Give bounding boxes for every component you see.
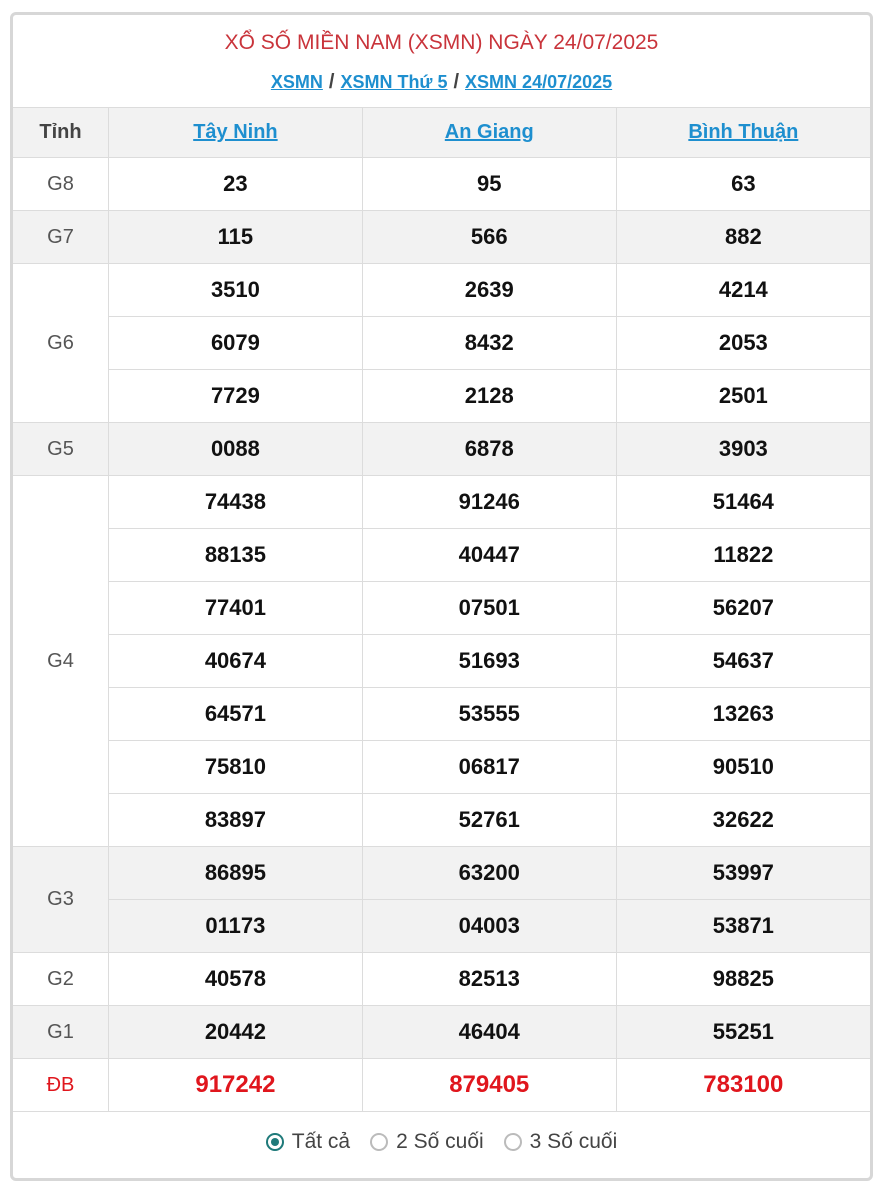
- prize-label: G7: [13, 211, 109, 264]
- result-number: 8432: [362, 317, 616, 370]
- result-number: 55251: [616, 1006, 870, 1059]
- result-number: 23: [109, 158, 363, 211]
- table-row: [13, 635, 870, 688]
- prize-label: G4: [13, 476, 109, 847]
- table-row: [13, 794, 870, 847]
- result-number: 40674: [109, 635, 363, 688]
- result-number: 52761: [362, 794, 616, 847]
- table-row: [13, 900, 870, 953]
- result-number: 63200: [362, 847, 616, 900]
- result-number: 115: [109, 211, 363, 264]
- prize-column-header: Tỉnh: [13, 108, 109, 158]
- result-number: 2639: [362, 264, 616, 317]
- breadcrumb-separator: /: [328, 71, 335, 93]
- filter-option-last-2[interactable]: [370, 1130, 484, 1154]
- table-row: [13, 423, 870, 476]
- result-number: 63: [616, 158, 870, 211]
- result-number: 01173: [109, 900, 363, 953]
- result-number: 3510: [109, 264, 363, 317]
- prize-label: G5: [13, 423, 109, 476]
- table-row: [13, 317, 870, 370]
- breadcrumb: [13, 67, 870, 107]
- filter-option-all[interactable]: [266, 1130, 350, 1154]
- result-number: 7729: [109, 370, 363, 423]
- filter-label: 3 Số cuối: [529, 1130, 618, 1153]
- result-number: 783100: [616, 1059, 870, 1112]
- province-header: [109, 108, 363, 158]
- province-header: [616, 108, 870, 158]
- breadcrumb-link-xsmn-thu5[interactable]: XSMN Thứ 5: [340, 72, 448, 92]
- prize-label: G3: [13, 847, 109, 953]
- result-number: 74438: [109, 476, 363, 529]
- table-row: [13, 211, 870, 264]
- result-number: 88135: [109, 529, 363, 582]
- result-number: 95: [362, 158, 616, 211]
- province-link-tay-ninh[interactable]: Tây Ninh: [193, 121, 278, 143]
- result-number: 2501: [616, 370, 870, 423]
- result-number: 54637: [616, 635, 870, 688]
- filter-option-last-3[interactable]: [504, 1130, 618, 1154]
- result-number: 11822: [616, 529, 870, 582]
- table-row: [13, 264, 870, 317]
- result-number: 75810: [109, 741, 363, 794]
- table-row: [13, 370, 870, 423]
- result-number: 53555: [362, 688, 616, 741]
- result-number: 82513: [362, 953, 616, 1006]
- table-row: [13, 1059, 870, 1112]
- prize-label: G8: [13, 158, 109, 211]
- result-number: 2128: [362, 370, 616, 423]
- table-row: [13, 1006, 870, 1059]
- result-number: 51693: [362, 635, 616, 688]
- result-number: 20442: [109, 1006, 363, 1059]
- radio-icon[interactable]: [504, 1133, 522, 1151]
- result-number: 40447: [362, 529, 616, 582]
- result-number: 46404: [362, 1006, 616, 1059]
- filter-label: Tất cả: [291, 1130, 351, 1153]
- result-number: 6079: [109, 317, 363, 370]
- province-header: [362, 108, 616, 158]
- prize-label: G2: [13, 953, 109, 1006]
- result-number: 83897: [109, 794, 363, 847]
- result-number: 6878: [362, 423, 616, 476]
- prize-label: ĐB: [13, 1059, 109, 1112]
- result-number: 2053: [616, 317, 870, 370]
- table-header-row: [13, 108, 870, 158]
- result-number: 56207: [616, 582, 870, 635]
- result-number: 882: [616, 211, 870, 264]
- result-number: 91246: [362, 476, 616, 529]
- radio-selected-icon[interactable]: [266, 1133, 284, 1151]
- result-number: 07501: [362, 582, 616, 635]
- result-number: 77401: [109, 582, 363, 635]
- province-link-an-giang[interactable]: An Giang: [444, 121, 534, 143]
- result-number: 04003: [362, 900, 616, 953]
- prize-label: G1: [13, 1006, 109, 1059]
- result-number: 90510: [616, 741, 870, 794]
- result-number: 3903: [616, 423, 870, 476]
- result-number: 98825: [616, 953, 870, 1006]
- results-table: [13, 107, 870, 1112]
- result-number: 86895: [109, 847, 363, 900]
- table-row: [13, 582, 870, 635]
- result-number: 40578: [109, 953, 363, 1006]
- result-number: 06817: [362, 741, 616, 794]
- filter-label: 2 Số cuối: [396, 1130, 484, 1153]
- table-row: [13, 847, 870, 900]
- result-number: 566: [362, 211, 616, 264]
- digit-filter: [13, 1112, 870, 1172]
- results-card: [10, 12, 873, 1181]
- result-number: 32622: [616, 794, 870, 847]
- result-number: 4214: [616, 264, 870, 317]
- result-number: 64571: [109, 688, 363, 741]
- radio-icon[interactable]: [370, 1133, 388, 1151]
- table-row: [13, 529, 870, 582]
- table-row: [13, 741, 870, 794]
- result-number: 917242: [109, 1059, 363, 1112]
- result-number: 0088: [109, 423, 363, 476]
- page-title: XỔ SỐ MIỀN NAM (XSMN) NGÀY 24/07/2025: [224, 31, 659, 54]
- province-link-binh-thuan[interactable]: Bình Thuận: [688, 121, 799, 143]
- breadcrumb-link-xsmn[interactable]: XSMN: [270, 72, 323, 92]
- breadcrumb-link-date[interactable]: XSMN 24/07/2025: [465, 72, 613, 92]
- result-number: 53871: [616, 900, 870, 953]
- table-row: [13, 476, 870, 529]
- result-number: 879405: [362, 1059, 616, 1112]
- table-row: [13, 688, 870, 741]
- result-number: 13263: [616, 688, 870, 741]
- table-row: [13, 953, 870, 1006]
- breadcrumb-separator: /: [453, 71, 460, 93]
- table-row: [13, 158, 870, 211]
- result-number: 53997: [616, 847, 870, 900]
- result-number: 51464: [616, 476, 870, 529]
- prize-label: G6: [13, 264, 109, 423]
